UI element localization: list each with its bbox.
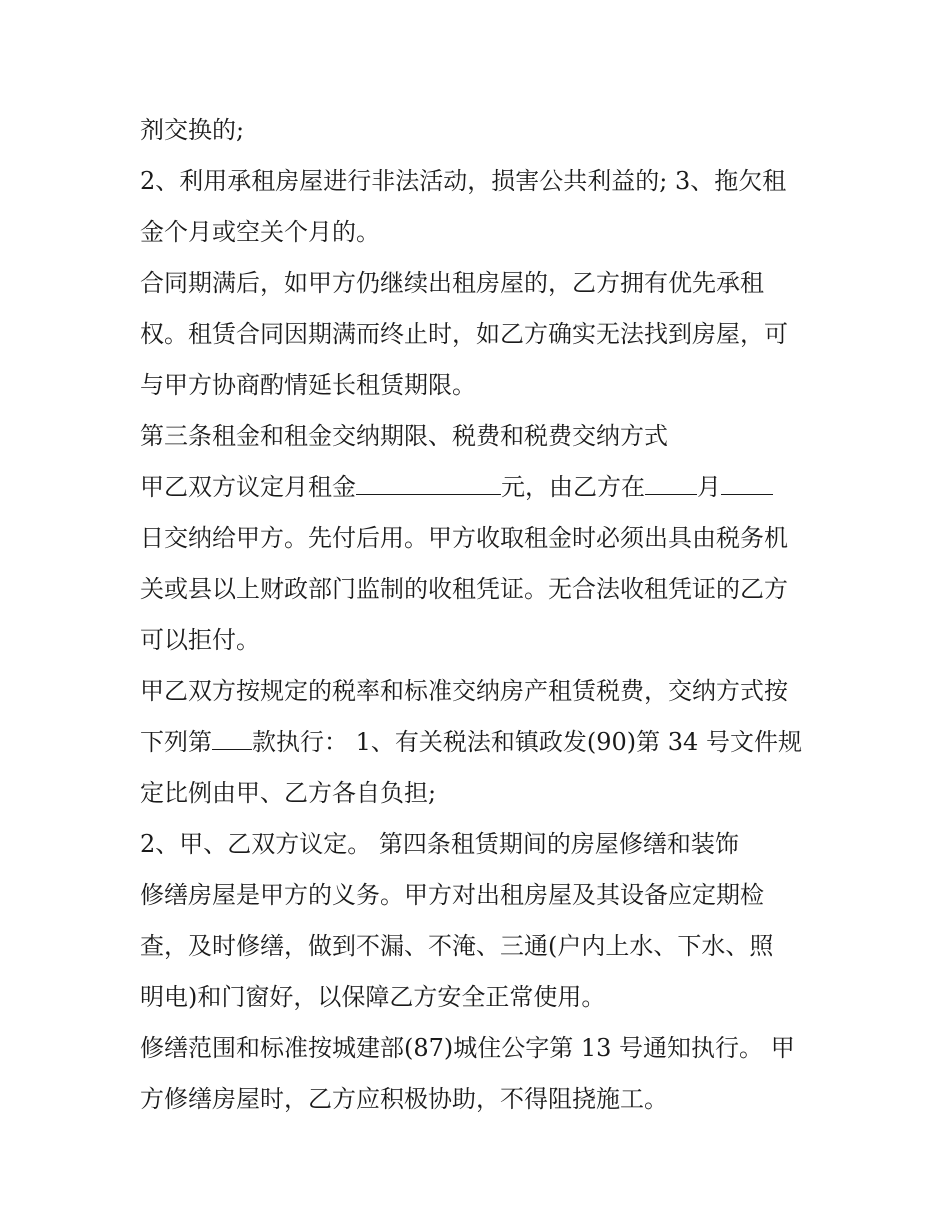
document-body [140,105,830,1125]
text-line: 方修缮房屋时，乙方应积极协助，不得阻挠施工。 [140,1085,668,1113]
rent-text-2: 元，由乙方在 [501,473,645,501]
text-line: 与甲方协商酌情延长租赁期限。 [140,371,476,399]
payment-month-blank [645,470,697,495]
text-line: 2、甲、乙双方议定。 第四条租赁期间的房屋修缮和装饰 [140,830,739,858]
text-line: 合同期满后，如甲方仍继续出租房屋的，乙方拥有优先承租 [140,269,764,297]
tax-text-2: 款执行： 1、有关税法和镇政发(90)第 34 号文件规 [252,728,802,756]
tax-text-1: 下列第 [140,728,212,756]
section-heading: 第三条租金和租金交纳期限、税费和税费交纳方式 [140,422,668,450]
text-line: 查，及时修缮，做到不漏、不淹、三通(户内上水、下水、照 [140,932,774,960]
rent-text-1: 甲乙双方议定月租金 [140,473,356,501]
text-line: 修缮房屋是甲方的义务。甲方对出租房屋及其设备应定期检 [140,881,764,909]
tax-item-blank [212,725,252,750]
rent-amount-blank [356,470,501,495]
text-line: 可以拒付。 [140,626,260,654]
text-line: 关或县以上财政部门监制的收租凭证。无合法收租凭证的乙方 [140,575,788,603]
tax-terms-line [140,717,830,768]
text-line: 甲乙双方按规定的税率和标准交纳房产租赁税费，交纳方式按 [140,677,788,705]
rent-text-3: 月 [697,473,721,501]
text-line: 日交纳给甲方。先付后用。甲方收取租金时必须出具由税务机 [140,524,788,552]
text-line: 剂交换的; [140,116,245,144]
text-line: 权。租赁合同因期满而终止时，如乙方确实无法找到房屋，可 [140,320,788,348]
text-line: 金个月或空关个月的。 [140,218,380,246]
text-line: 定比例由甲、乙方各自负担; [140,779,437,807]
payment-day-blank [721,470,773,495]
text-line: 明电)和门窗好，以保障乙方安全正常使用。 [140,983,606,1011]
text-line: 2、利用承租房屋进行非法活动，损害公共利益的; 3、拖欠租 [140,167,787,195]
text-line: 修缮范围和标准按城建部(87)城住公字第 13 号通知执行。 甲 [140,1034,795,1062]
rent-terms-line [140,462,830,513]
